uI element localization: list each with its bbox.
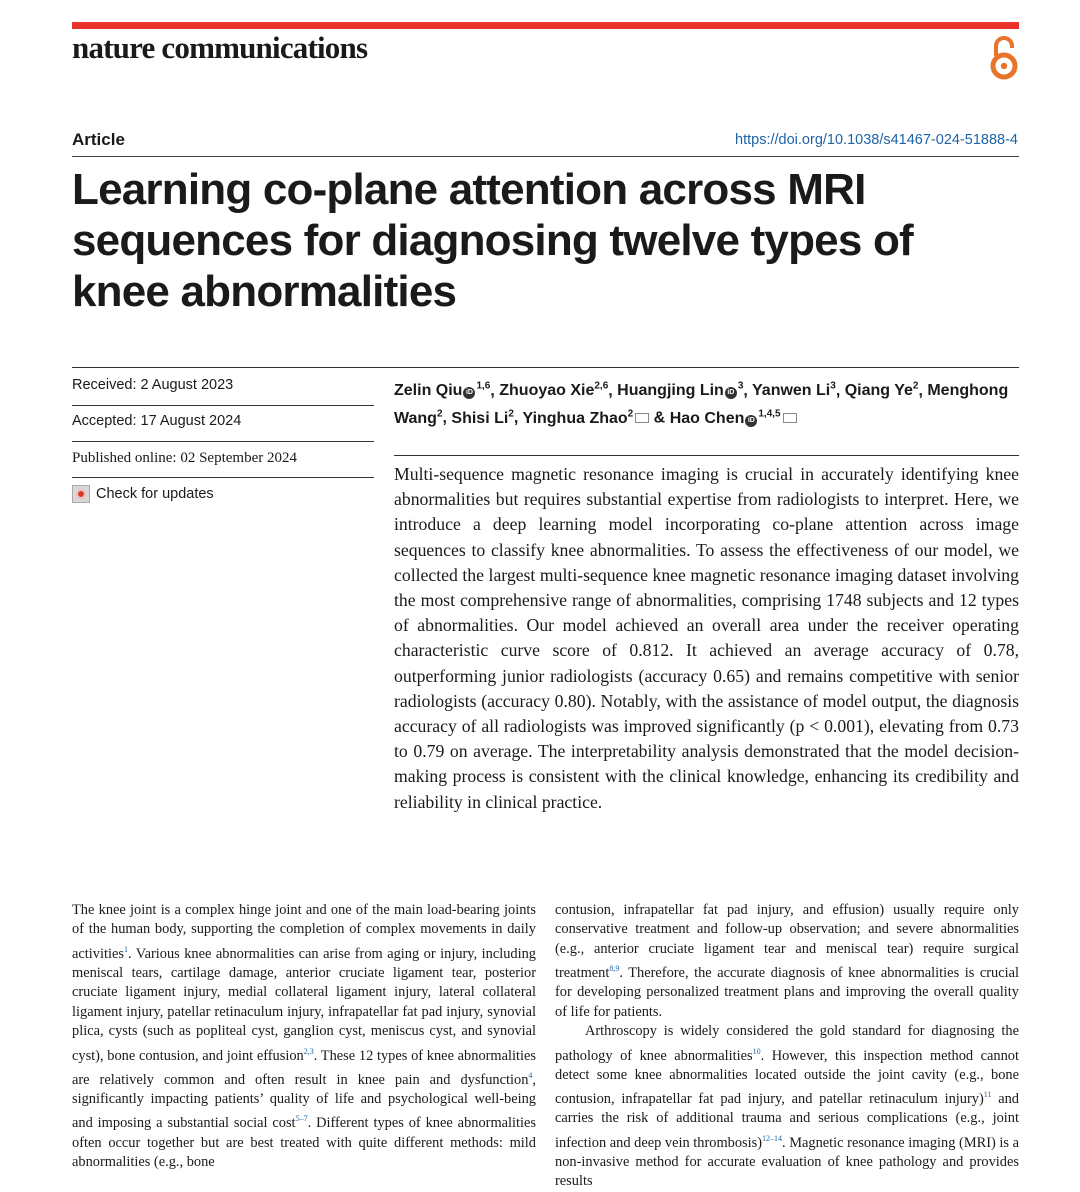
author-name[interactable]: Zhuoyao Xie$^{2,6}$ — [499, 381, 609, 400]
email-icon[interactable] — [783, 413, 797, 423]
accepted-date: Accepted: 17 August 2024 — [72, 413, 242, 429]
crossmark-icon — [72, 485, 90, 503]
orcid-icon[interactable]: iD — [745, 415, 757, 427]
citation-link[interactable]: 2,3 — [303, 1046, 314, 1056]
meta-separator — [72, 405, 374, 406]
body-column-left — [72, 901, 536, 1172]
affiliation-marker: 1,6 — [476, 381, 491, 392]
affiliation-marker: 3 — [737, 381, 744, 392]
affiliation-marker: 2,6 — [594, 381, 609, 392]
affiliation-marker: 2 — [508, 408, 514, 420]
author-name[interactable]: Zelin Qiu iD$^{1,6}$ — [394, 381, 491, 400]
affiliation-marker: 3 — [830, 381, 836, 392]
citation-link[interactable]: 12–14 — [762, 1133, 783, 1143]
journal-accent-bar — [72, 22, 1019, 29]
author-name[interactable]: Yanwen Li$^3$ — [752, 381, 836, 400]
affiliation-marker: 2 — [627, 408, 634, 420]
citation-link[interactable]: 10 — [752, 1046, 761, 1056]
received-date: Received: 2 August 2023 — [72, 377, 234, 393]
published-date: Published online: 02 September 2024 — [72, 450, 297, 466]
body-paragraph: Arthroscopy is widely considered the gold standard for diagnosing the pathology of knee abnormalities$^{10}$. However, this inspection method cannot detect some knee abnormalities located outside the joint cavity (e.g., bone contusion, infrapatellar fat pad injury, and patellar retinaculum injury)$^{11}$ and carries the risk of additional trauma and serious complications (e.g., joint infection and deep vein thrombosis)$^{12-14}$. Magnetic resonance imaging (MRI) is a non-invasive method for accurate evaluation of knee pathology and provides results — [555, 1023, 1019, 1190]
author-name[interactable]: Hao Chen iD$^{1,4,5}$ — [670, 410, 797, 427]
abstract-divider — [394, 455, 1019, 456]
body-column-right — [555, 901, 1019, 1192]
orcid-icon[interactable]: iD — [725, 387, 737, 399]
citation-link[interactable]: 1 — [123, 944, 128, 954]
author-name[interactable]: Qiang Ye$^2$ — [844, 381, 919, 400]
check-for-updates-label: Check for updates — [96, 486, 214, 502]
affiliation-marker: 2 — [912, 381, 919, 392]
affiliation-marker: 2 — [436, 408, 443, 420]
author-name[interactable]: Huangjing Lin $iD^3$ — [617, 381, 744, 400]
body-paragraph: The knee joint is a complex hinge joint and one of the main load-bearing joints of the human body, supporting the completion of complex movements in daily activities$^1$. Various knee abnormalities can arise from aging or injury, including meniscal tears, cartilage damage, anterior cruciate ligament tear, posterior cruciate ligament injury, medial collateral ligament injury, lateral collateral ligament injury, patellar retinaculum injury, infrapatellar fat pad injury, synovial plica, cysts (such as popliteal cyst, ganglion cyst, meniscus cyst, and synovial cyst), bone contusion, and joint effusion$^{2,3}$. These 12 types of knee abnormalities are relatively common and often result in knee pain and dysfunction$^4$, significantly impacting patients’ quality of life and psychological well-being and imposing a substantial social cost$^{5-7}$. Different types of knee abnormalities often occur together but are best treated with quite different methods: mild abnormalities (e.g., bone — [72, 902, 537, 1171]
email-icon[interactable] — [635, 413, 649, 423]
abstract: Multi-sequence magnetic resonance imaging is crucial in accurately identifying knee abnormalities but requires substantial expertise from radiologists to interpret. Here, we introduce a deep learning model incorporating co-plane attention across image sequences to classify knee abnormalities. To assess the effectiveness of our model, we collected the largest multi-sequence knee magnetic resonance imaging dataset involving the most comprehensive range of abnormalities, comprising 1748 subjects and 12 types of abnormalities. Our model achieved an overall area under the receiver operating characteristic curve score of 0.812. It achieved an average accuracy of 0.78, outperforming junior radiologists (accuracy 0.65) and remains competitive with senior radiologists (accuracy 0.80). Notably, with the assistance of model output, the diagnosis accuracy of all radiologists was improved significantly (p < 0.001), elevating from 0.73 to 0.79 on average. The interpretability analysis demonstrated that the model decision-making process is consistent with the clinical knowledge, enhancing its credibility and reliability in clinical practice. — [394, 464, 1019, 812]
open-access-icon — [986, 34, 1022, 82]
citation-link[interactable]: 8,9 — [609, 964, 620, 974]
header-divider — [72, 156, 1019, 157]
meta-divider — [72, 367, 1019, 368]
check-for-updates-button[interactable] — [72, 485, 214, 503]
meta-separator — [72, 441, 374, 442]
citation-link[interactable]: 5–7 — [295, 1114, 308, 1124]
author-name[interactable]: Menghong Wang$^2$ — [394, 382, 1009, 427]
citation-link[interactable]: 11 — [983, 1090, 992, 1100]
meta-separator — [72, 477, 374, 478]
author-name[interactable]: Shisi Li$^2$ — [451, 408, 514, 427]
affiliation-marker: 1,4,5 — [758, 408, 781, 420]
author-list: Zelin Qiu iD$^{1,6}$, Zhuoyao Xie$^{2,6}$, Huangjing Lin $iD^3$, Yanwen Li$^3$, Qiang Ye$^2$, Menghong Wang$^2$, Shisi Li$^2$, Yinghua Zhao$^2$ & Hao Chen iD$^{1,4,5}$ — [394, 381, 1009, 427]
citation-link[interactable]: 4 — [528, 1070, 533, 1080]
article-type: Article — [72, 130, 125, 149]
author-name[interactable]: Yinghua Zhao$^2$ — [522, 410, 649, 427]
doi-link[interactable]: https://doi.org/10.1038/s41467-024-51888-4 — [735, 132, 1018, 148]
journal-name[interactable]: nature communications — [72, 30, 368, 65]
orcid-icon[interactable]: iD — [463, 387, 475, 399]
body-paragraph: contusion, infrapatellar fat pad injury, and effusion) usually require only conservative treatment and follow-up observation; and severe abnormalities (e.g., anterior cruciate ligament tear and meniscal tear) require surgical treatment$^{8,9}$. Therefore, the accurate diagnosis of knee abnormalities is crucial for developing personalized treatment plans and improving the overall quality of life for patients. — [555, 902, 1019, 1020]
article-title: Learning co-plane attention across MRI sequences for diagnosing twelve types of knee abnormalities — [72, 165, 913, 316]
